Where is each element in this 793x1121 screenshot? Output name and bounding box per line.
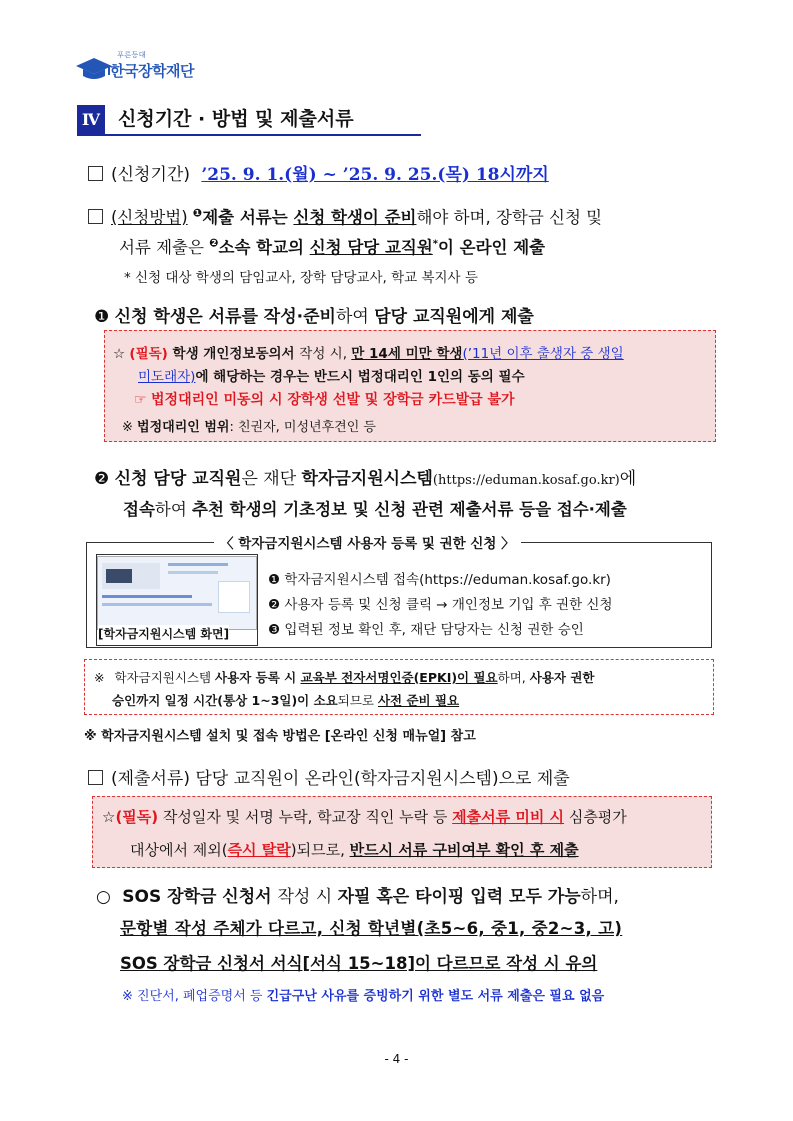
section-title: 신청기간 · 방법 및 제출서류 bbox=[118, 108, 354, 130]
system-step-3 bbox=[268, 618, 584, 638]
step1-line bbox=[94, 302, 534, 327]
sos-note-text-emph: 긴급구난 사유를 증빙하기 위한 별도 서류 제출은 필요 없음 bbox=[266, 989, 605, 1004]
sos-text: SOS 장학금 신청서 bbox=[122, 887, 278, 907]
install-note: ※ 학자금지원시스템 설치 및 접속 방법은 [온라인 신청 매뉴얼] 참고 bbox=[84, 729, 476, 744]
documents-text-emph: 제출서류 미비 시 bbox=[452, 808, 565, 826]
docs-title: (제출서류) 담당 교직원이 온라인(학자금지원시스템)으로 제출 bbox=[111, 769, 570, 789]
documents-line-2 bbox=[130, 839, 579, 860]
logo-subtitle: 푸른등대 bbox=[117, 51, 147, 59]
reference-label: 법정대리인 범위 bbox=[137, 420, 230, 435]
notice-text-link: (’11년 이후 출생자 중 생일 bbox=[462, 346, 624, 362]
method-text: 이 온라인 제출 bbox=[438, 238, 546, 257]
circled-three-icon: ❸ bbox=[268, 622, 281, 638]
pointing-hand-icon: ☞ bbox=[134, 392, 147, 408]
bullet-icon: ○ bbox=[96, 887, 111, 907]
epki-line-1 bbox=[94, 668, 594, 686]
sos-line-2: 문항별 작성 주체가 다르고, 신청 학년별(초5~6, 중1, 중2~3, 고) bbox=[120, 919, 623, 938]
system-step-1 bbox=[268, 568, 611, 588]
circled-two-icon: ❷ bbox=[209, 236, 219, 250]
method-line-1 bbox=[88, 204, 602, 228]
epki-text-emph: 사전 준비 필요 bbox=[377, 693, 460, 708]
period-value: ’25. 9. 1.(월) ~ ’25. 9. 25.(목) 18시까지 bbox=[201, 165, 549, 185]
circled-one-icon: ❶ bbox=[192, 206, 203, 220]
checkbox-icon bbox=[88, 770, 103, 785]
documents-text: 심층평가 bbox=[564, 808, 627, 826]
period-label: (신청기간) bbox=[111, 165, 190, 185]
system-step-text: 사용자 등록 및 신청 클릭 → 개인정보 기입 후 권한 신청 bbox=[284, 597, 613, 613]
section-number: Ⅳ bbox=[77, 105, 105, 134]
documents-text: )되므로, bbox=[290, 841, 350, 859]
epki-text: 사용자 등록 시 bbox=[215, 670, 301, 685]
sos-line-3: SOS 장학금 신청서 서식[서식 15~18]이 다르므로 작성 시 유의 bbox=[120, 954, 598, 973]
sos-text: 하며, bbox=[580, 887, 619, 907]
epki-text: 되므로 bbox=[337, 693, 378, 708]
circled-two-icon: ❷ bbox=[268, 597, 281, 613]
notice-text: 작성 시, bbox=[299, 346, 352, 362]
docs-line bbox=[88, 764, 570, 789]
checkbox-icon bbox=[88, 209, 103, 224]
sos-text: 자필 혹은 타이핑 입력 모두 가능 bbox=[337, 887, 581, 907]
circled-one-icon: ❶ bbox=[268, 572, 281, 588]
step2-text: 에 bbox=[619, 469, 637, 489]
step1-text: 담당 교직원에게 제출 bbox=[374, 307, 534, 327]
sos-note bbox=[122, 985, 604, 1004]
period-line bbox=[88, 160, 549, 185]
method-text-emph: 신청 학생이 준비 bbox=[293, 208, 417, 227]
system-url: (https://eduman.kosaf.go.kr) bbox=[432, 473, 620, 488]
epki-text: 학자금지원시스템 bbox=[114, 670, 216, 685]
method-text: 제출 서류는 bbox=[202, 208, 294, 227]
sos-note-text: 진단서, 폐업증명서 등 bbox=[132, 989, 267, 1004]
notice-text: 에 해당하는 경우는 반드시 법정대리인 1인의 동의 필수 bbox=[195, 369, 525, 385]
notice-warning bbox=[134, 389, 515, 409]
sos-line-1 bbox=[96, 882, 619, 907]
documents-text: 대상에서 제외( bbox=[130, 841, 228, 859]
system-box-title: 〈 학자금지원시스템 사용자 등록 및 권한 신청 〉 bbox=[214, 532, 521, 552]
step2-line-2 bbox=[123, 496, 627, 520]
epki-text-emph: 교육부 전자서명인증(EPKI)이 필요 bbox=[300, 670, 498, 685]
step1-text: 하여 bbox=[335, 307, 375, 327]
page-number: - 4 - bbox=[384, 1052, 409, 1066]
epki-text: 사용자 권한 bbox=[529, 670, 595, 685]
system-screen-frame bbox=[96, 554, 258, 646]
step2-text: 하여 bbox=[154, 500, 193, 519]
system-screen-caption: [학자금지원시스템 화면] bbox=[98, 627, 230, 641]
reference-mark: ※ bbox=[94, 670, 105, 685]
system-step-2 bbox=[268, 593, 613, 613]
notice-text-link: 미도래자) bbox=[138, 369, 196, 385]
sos-text: 작성 시 bbox=[277, 887, 338, 907]
documents-text: 작성일자 및 서명 누락, 학교장 직인 누락 등 bbox=[158, 808, 453, 826]
epki-text: 승인까지 일정 시간(통상 1~3일)이 소요 bbox=[112, 693, 338, 708]
star-icon: ☆ bbox=[102, 808, 116, 826]
footnote-marker: * bbox=[432, 238, 438, 250]
documents-text-emph: 반드시 서류 구비여부 확인 후 제출 bbox=[349, 841, 579, 859]
step2-text: 추천 학생의 기초정보 및 신청 관련 제출서류 등을 접수·제출 bbox=[192, 500, 627, 519]
notice-line-1 bbox=[113, 342, 624, 362]
must-read-label: (필독) bbox=[129, 346, 168, 362]
notice-line-2 bbox=[138, 365, 525, 385]
warning-text: 법정대리인 미동의 시 장학생 선발 및 장학금 카드발급 불가 bbox=[151, 392, 515, 408]
method-text: 해야 하며, 장학금 신청 및 bbox=[416, 208, 603, 227]
method-label: (신청방법) bbox=[111, 208, 188, 227]
step2-text: 학자금지원시스템 bbox=[301, 469, 433, 489]
reference-text: : 친권자, 미성년후견인 등 bbox=[229, 420, 376, 435]
step2-text: 은 재단 bbox=[241, 469, 302, 489]
graduation-cap-icon bbox=[74, 54, 114, 84]
system-step-text: 입력된 정보 확인 후, 재단 담당자는 신청 권한 승인 bbox=[284, 622, 584, 638]
notice-text-emph: 만 14세 미만 학생 bbox=[351, 346, 463, 362]
reference-mark: ※ bbox=[122, 420, 133, 435]
circled-one-icon: ❶ bbox=[94, 307, 110, 327]
epki-line-2 bbox=[112, 691, 459, 709]
must-read-label: (필독) bbox=[115, 808, 159, 826]
method-text: 서류 제출은 bbox=[119, 238, 210, 257]
method-text-emph: 신청 담당 교직원 bbox=[309, 238, 433, 257]
step2-line-1 bbox=[94, 464, 636, 489]
notice-reference bbox=[122, 416, 376, 435]
method-note: * 신청 대상 학생의 담임교사, 장학 담당교사, 학교 복지사 등 bbox=[124, 270, 478, 286]
star-icon: ☆ bbox=[113, 346, 126, 362]
step2-text: 신청 담당 교직원 bbox=[114, 469, 242, 489]
documents-line-1 bbox=[102, 806, 627, 827]
step2-text: 접속 bbox=[123, 500, 155, 519]
method-line-2 bbox=[119, 234, 545, 258]
step1-text: 신청 학생은 서류를 작성·준비 bbox=[114, 307, 336, 327]
reference-mark: ※ bbox=[122, 989, 133, 1004]
notice-text: 학생 개인정보동의서 bbox=[167, 346, 300, 362]
system-step-text: 학자금지원시스템 접속(https://eduman.kosaf.go.kr) bbox=[284, 572, 611, 588]
epki-text: 하며, bbox=[497, 670, 530, 685]
documents-text-emph: 즉시 탈락 bbox=[227, 841, 291, 859]
circled-two-icon: ❷ bbox=[94, 469, 110, 489]
logo-title: 한국장학재단 bbox=[110, 62, 194, 80]
section-underline bbox=[77, 134, 421, 136]
checkbox-icon bbox=[88, 166, 103, 181]
method-text: 소속 학교의 bbox=[218, 238, 310, 257]
